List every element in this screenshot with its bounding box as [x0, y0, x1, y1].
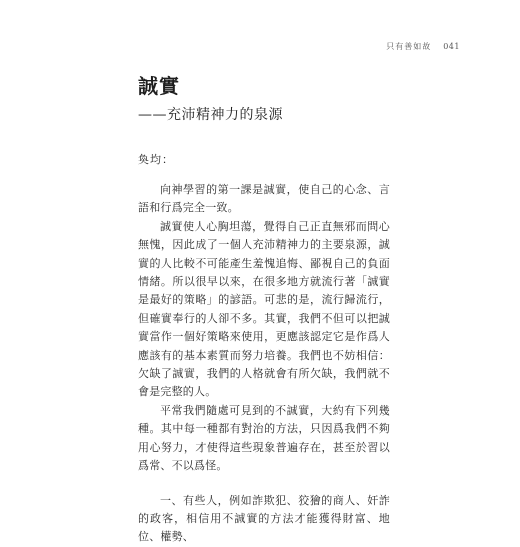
- paragraph: 誠實使人心胸坦蕩，覺得自己正直無邪而問心無愧，因此成了一個人充沛精神力的主要泉源，誠實的人比較不可能產生羞愧追悔、鄙視自己的負面情緒。所以很早以來，在很多地方就流行著「誠實是最好的策略」的諺語。可悲的是，流行歸流行，但確實奉行的人卻不多。其實，我們不但可以把誠實當作一個好策略來使用，更應該認定它是作爲人應該有的基本素質而努力培養。我們也不妨相信：欠缺了誠實，我們的人格就會有所欠缺，我們就不會是完整的人。: [138, 219, 390, 399]
- paragraph: 向神學習的第一課是誠實，使自己的心念、言語和行爲完全一致。: [138, 183, 390, 215]
- chapter-title: 誠實: [138, 74, 180, 98]
- running-title: 只有善如故: [386, 41, 432, 51]
- paragraph: 平常我們隨處可見到的不誠實，大約有下列幾種。其中每一種都有對治的方法，只因爲我們不夠用心努力，才使得這些現象普遍存在，甚至於習以爲常、不以爲怪。: [138, 403, 390, 473]
- body-text: [138, 181, 390, 547]
- salutation: 奐均：: [138, 153, 174, 166]
- page-header: [310, 39, 460, 53]
- paragraph: 一、有些人，例如詐欺犯、狡獪的商人、奸詐的政客，相信用不誠實的方法才能獲得財富、地位、權勢、: [138, 493, 390, 544]
- page-number: 041: [443, 41, 460, 51]
- chapter-subtitle: ——充沛精神力的泉源: [138, 107, 283, 123]
